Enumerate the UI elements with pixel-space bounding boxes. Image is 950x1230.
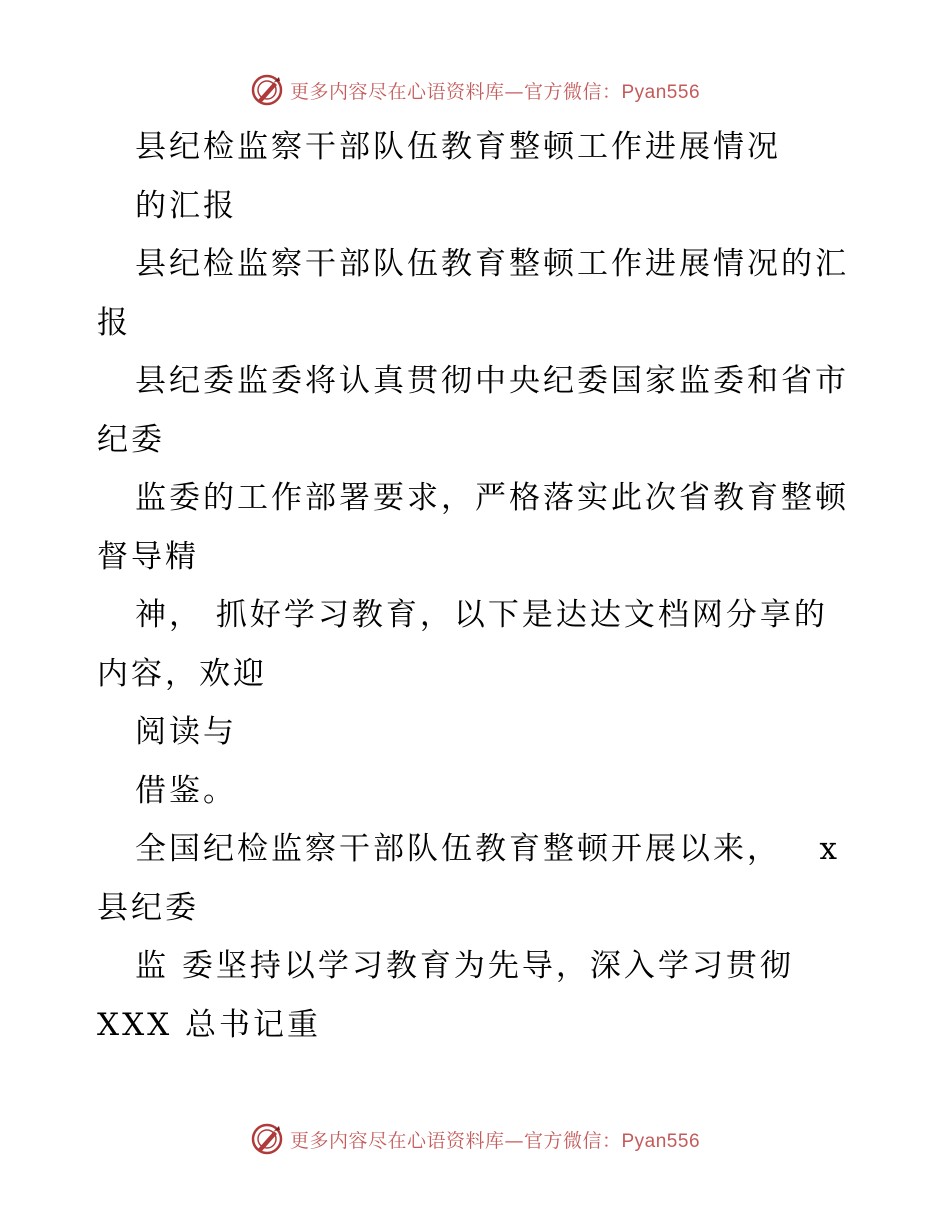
text-line: 全国纪检监察干部队伍教育整顿开展以来， x [135,831,841,867]
text-line: 借鉴。 [135,772,237,809]
text-line: 县纪检监察干部队伍教育整顿工作进展情况 [135,129,781,165]
watermark-text: 更多内容尽在心语资料库—官方微信：Pyan556 [289,80,701,103]
text-line: 神， 抓好学习教育，以下是达达文档网分享的 [135,597,828,633]
document-body [97,118,857,1054]
text-line: 县纪委 [97,889,199,926]
text-line: 县纪检监察干部队伍教育整顿工作进展情况的汇 [135,246,849,282]
text-line: 监 委坚持以学习教育为先导，深入学习贯彻 [135,948,794,984]
text-line: 纪委 [97,421,165,458]
text-line: 报 [97,304,131,341]
text-line: 督导精 [97,538,199,575]
text-line: 县纪委监委将认真贯彻中央纪委国家监委和省市 [135,363,849,399]
quill-logo-icon [250,1122,284,1156]
text-line: 内容，欢迎 [97,655,267,692]
text-line: 阅读与 [135,714,237,750]
header-watermark [0,68,950,112]
text-line: XXX 总书记重 [97,1006,322,1043]
text-line: 的汇报 [135,187,237,224]
quill-logo-icon [250,73,284,107]
watermark-text: 更多内容尽在心语资料库—官方微信：Pyan556 [289,1129,701,1152]
footer-watermark [0,1117,950,1161]
text-line: 监委的工作部署要求，严格落实此次省教育整顿 [135,480,849,516]
